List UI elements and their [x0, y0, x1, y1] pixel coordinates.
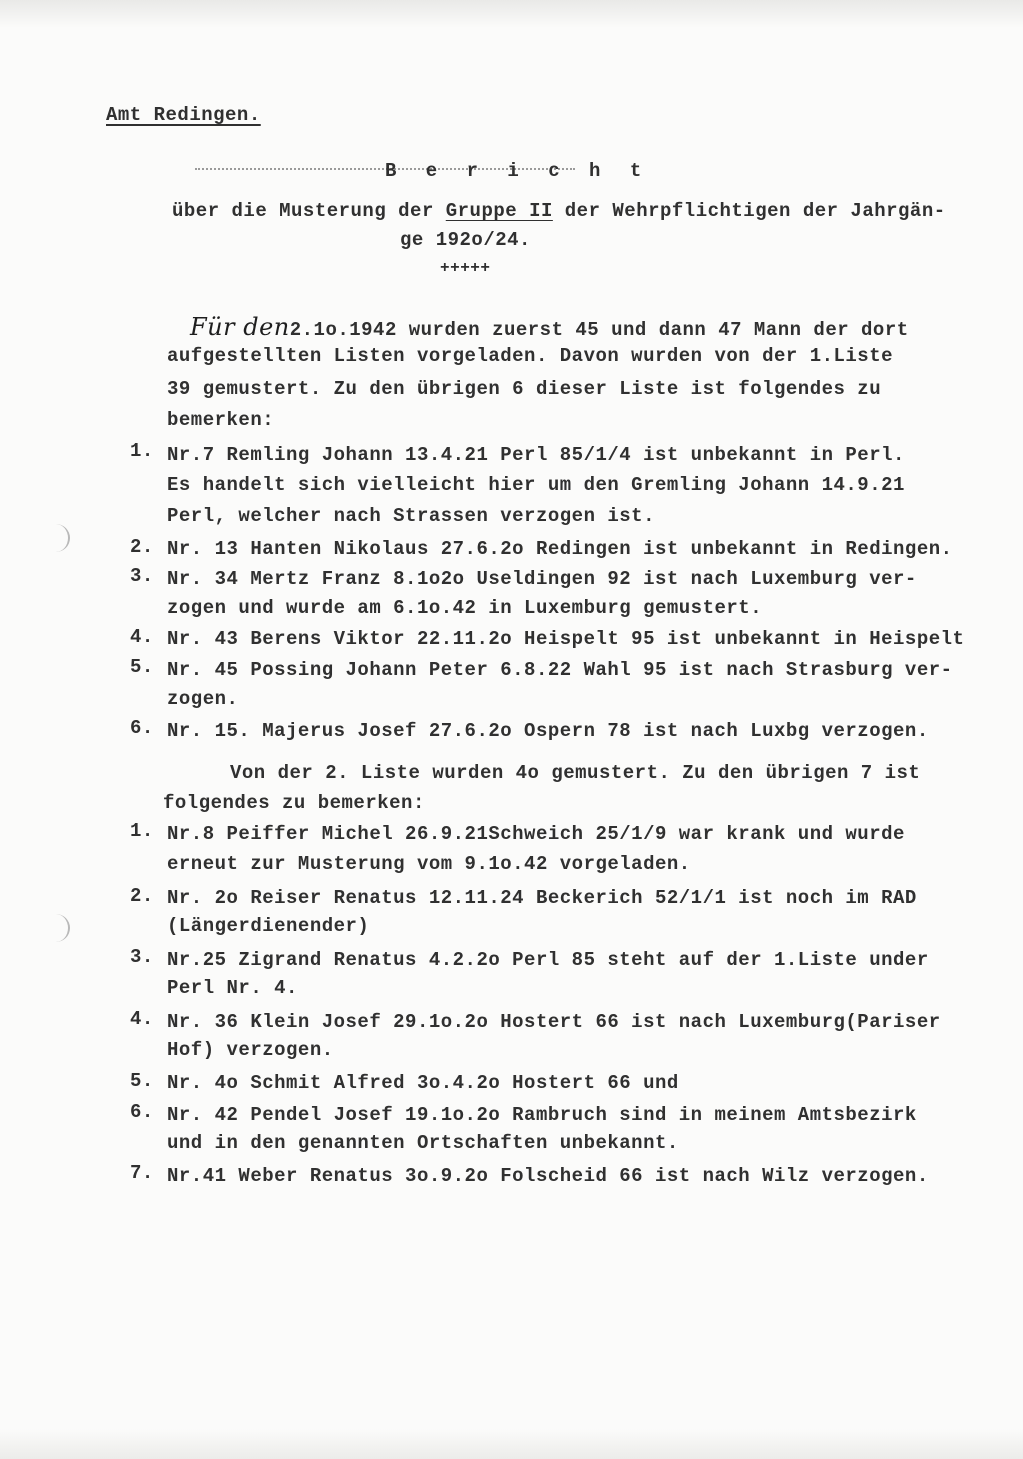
second-intro-line-1: Von der 2. Liste wurden 4o gemustert. Zu den übrigen 7 ist: [230, 762, 921, 784]
office-name: Amt Redingen.: [106, 104, 261, 126]
list2-item5-number: 5.: [130, 1070, 154, 1092]
list1-item6-number: 6.: [130, 717, 154, 739]
intro-line-4: bemerken:: [167, 409, 275, 431]
list2-item1-line2: erneut zur Musterung vom 9.1o.42 vorgeladen.: [167, 853, 691, 875]
handwritten-note: Für den: [190, 313, 290, 341]
list2-item1-line1: Nr.8 Peiffer Michel 26.9.21Schweich 25/1/9 war krank und wurde: [167, 823, 905, 845]
list2-item3-line2: Perl Nr. 4.: [167, 977, 298, 999]
section-separator: +++++: [440, 259, 491, 277]
list1-item1-number: 1.: [130, 440, 154, 462]
report-subtitle: [172, 200, 946, 222]
list2-item6-line1: Nr. 42 Pendel Josef 19.1o.2o Rambruch sind in meinem Amtsbezirk: [167, 1104, 917, 1126]
list2-item5-line1: Nr. 4o Schmit Alfred 3o.4.2o Hostert 66 und: [167, 1072, 679, 1094]
intro-text-1: 2.1o.1942 wurden zuerst 45 und dann 47 Mann der dort: [289, 319, 909, 341]
list2-item7-number: 7.: [130, 1162, 154, 1184]
list1-item2-line1: Nr. 13 Hanten Nikolaus 27.6.2o Redingen ist unbekannt in Redingen.: [167, 538, 953, 560]
intro-line-2: aufgestellten Listen vorgeladen. Davon wurden von der 1.Liste: [167, 345, 894, 367]
list1-item1-line2: Es handelt sich vielleicht hier um den Gremling Johann 14.9.21: [167, 474, 905, 496]
list1-item4-number: 4.: [130, 626, 154, 648]
intro-line-3: 39 gemustert. Zu den übrigen 6 dieser Liste ist folgendes zu: [167, 378, 882, 400]
list1-item3-line2: zogen und wurde am 6.1o.42 in Luxemburg gemustert.: [167, 597, 763, 619]
list1-item3-line1: Nr. 34 Mertz Franz 8.1o2o Useldingen 92 ist nach Luxemburg ver-: [167, 568, 917, 590]
list2-item2-line1: Nr. 2o Reiser Renatus 12.11.24 Beckerich 52/1/1 ist noch im RAD: [167, 887, 917, 909]
list2-item4-line1: Nr. 36 Klein Josef 29.1o.2o Hostert 66 ist nach Luxemburg(Pariser: [167, 1011, 941, 1033]
report-subtitle-line2: ge 192o/24.: [400, 229, 531, 251]
list2-item7-line1: Nr.41 Weber Renatus 3o.9.2o Folscheid 66 ist nach Wilz verzogen.: [167, 1165, 929, 1187]
punch-hole-lower: [46, 914, 70, 942]
list2-item1-number: 1.: [130, 820, 154, 842]
subtitle-pre: über die Musterung der: [172, 200, 446, 222]
intro-line-1: [190, 313, 909, 341]
list1-item2-number: 2.: [130, 536, 154, 558]
second-intro-line-2: folgendes zu bemerken:: [163, 792, 425, 814]
punch-hole-upper: [46, 524, 70, 552]
list2-item6-line2: und in den genannten Ortschaften unbekannt.: [167, 1132, 679, 1154]
scan-edge-bottom: [0, 1429, 1023, 1459]
report-title: B e r i c h t: [385, 160, 651, 182]
list2-item4-number: 4.: [130, 1008, 154, 1030]
list2-item3-line1: Nr.25 Zigrand Renatus 4.2.2o Perl 85 steht auf der 1.Liste under: [167, 949, 929, 971]
list2-item2-number: 2.: [130, 885, 154, 907]
list1-item1-line3: Perl, welcher nach Strassen verzogen ist.: [167, 505, 655, 527]
list2-item3-number: 3.: [130, 946, 154, 968]
subtitle-group: Gruppe II: [445, 200, 553, 222]
scan-edge-top: [0, 0, 1023, 28]
list1-item4-line1: Nr. 43 Berens Viktor 22.11.2o Heispelt 95 ist unbekannt in Heispelt: [167, 628, 965, 650]
list1-item1-line1: Nr.7 Remling Johann 13.4.21 Perl 85/1/4 ist unbekannt in Perl.: [167, 444, 905, 466]
list2-item2-line2: (Längerdienender): [167, 915, 370, 937]
list2-item4-line2: Hof) verzogen.: [167, 1039, 334, 1061]
subtitle-post: der Wehrpflichtigen der Jahrgän-: [552, 200, 946, 222]
list1-item5-line1: Nr. 45 Possing Johann Peter 6.8.22 Wahl 95 ist nach Strasburg ver-: [167, 659, 953, 681]
list1-item3-number: 3.: [130, 565, 154, 587]
list2-item6-number: 6.: [130, 1101, 154, 1123]
list1-item5-line2: zogen.: [167, 688, 239, 710]
list1-item5-number: 5.: [130, 656, 154, 678]
list1-item6-line1: Nr. 15. Majerus Josef 27.6.2o Ospern 78 ist nach Luxbg verzogen.: [167, 720, 929, 742]
